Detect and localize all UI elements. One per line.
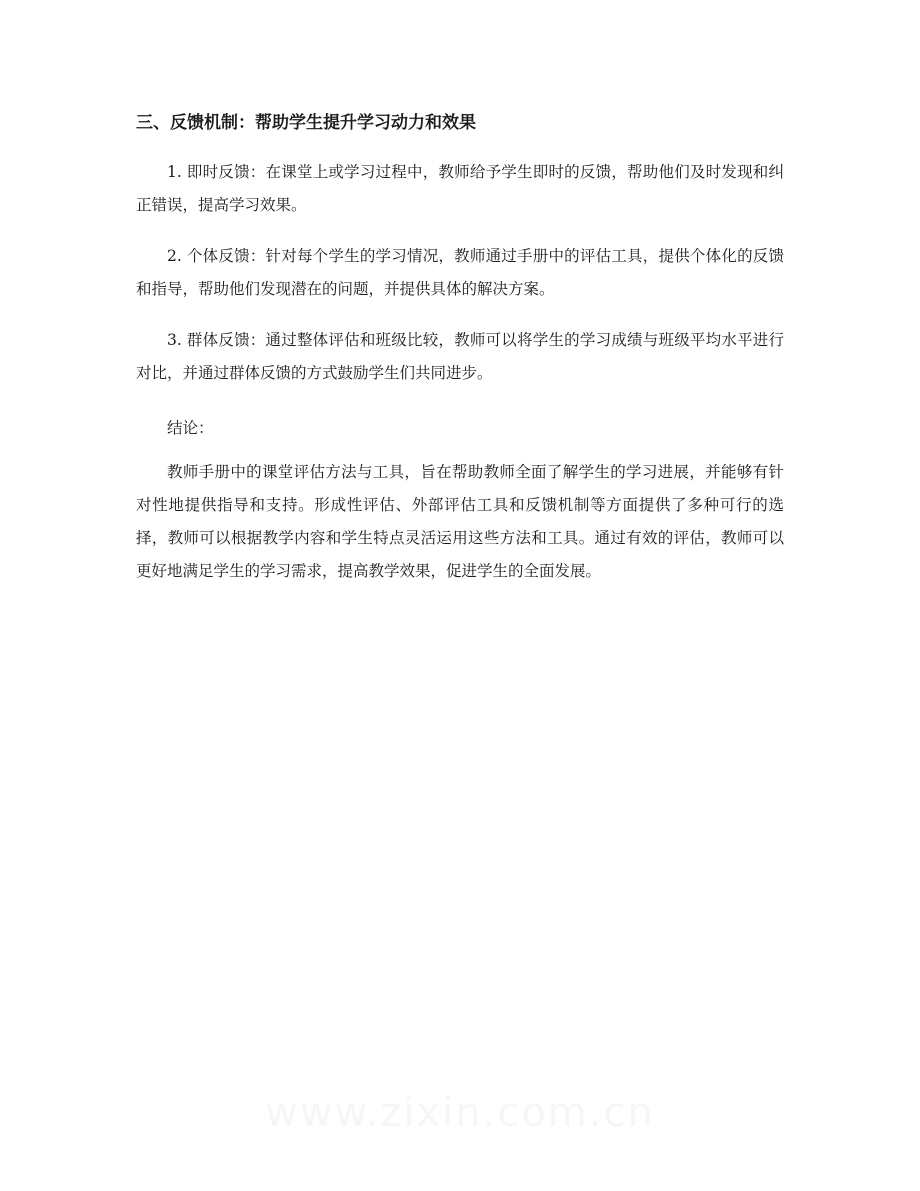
paragraph-individual-feedback: 2. 个体反馈：针对每个学生的学习情况，教师通过手册中的评估工具，提供个体化的反馈和指导，帮助他们发现潜在的问题，并提供具体的解决方案。 [136,247,784,298]
section-heading: 三、反馈机制：帮助学生提升学习动力和效果 [136,113,476,133]
conclusion-paragraph: 教师手册中的课堂评估方法与工具，旨在帮助教师全面了解学生的学习进展，并能够有针对性地提供指导和支持。形成性评估、外部评估工具和反馈机制等方面提供了多种可行的选择，教师可以根据教学内容和学生特点灵活运用这些方法和工具。通过有效的评估，教师可以更好地满足学生的学习需求，提高教学效果，促进学生的全面发展。 [136,463,784,580]
conclusion-label: 结论： [167,419,214,437]
watermark: www.zixin.com.cn [265,1090,655,1136]
paragraph-immediate-feedback: 1. 即时反馈：在课堂上或学习过程中，教师给予学生即时的反馈，帮助他们及时发现和纠正错误，提高学习效果。 [136,163,784,214]
paragraph-group-feedback: 3. 群体反馈：通过整体评估和班级比较，教师可以将学生的学习成绩与班级平均水平进行对比，并通过群体反馈的方式鼓励学生们共同进步。 [136,331,784,382]
